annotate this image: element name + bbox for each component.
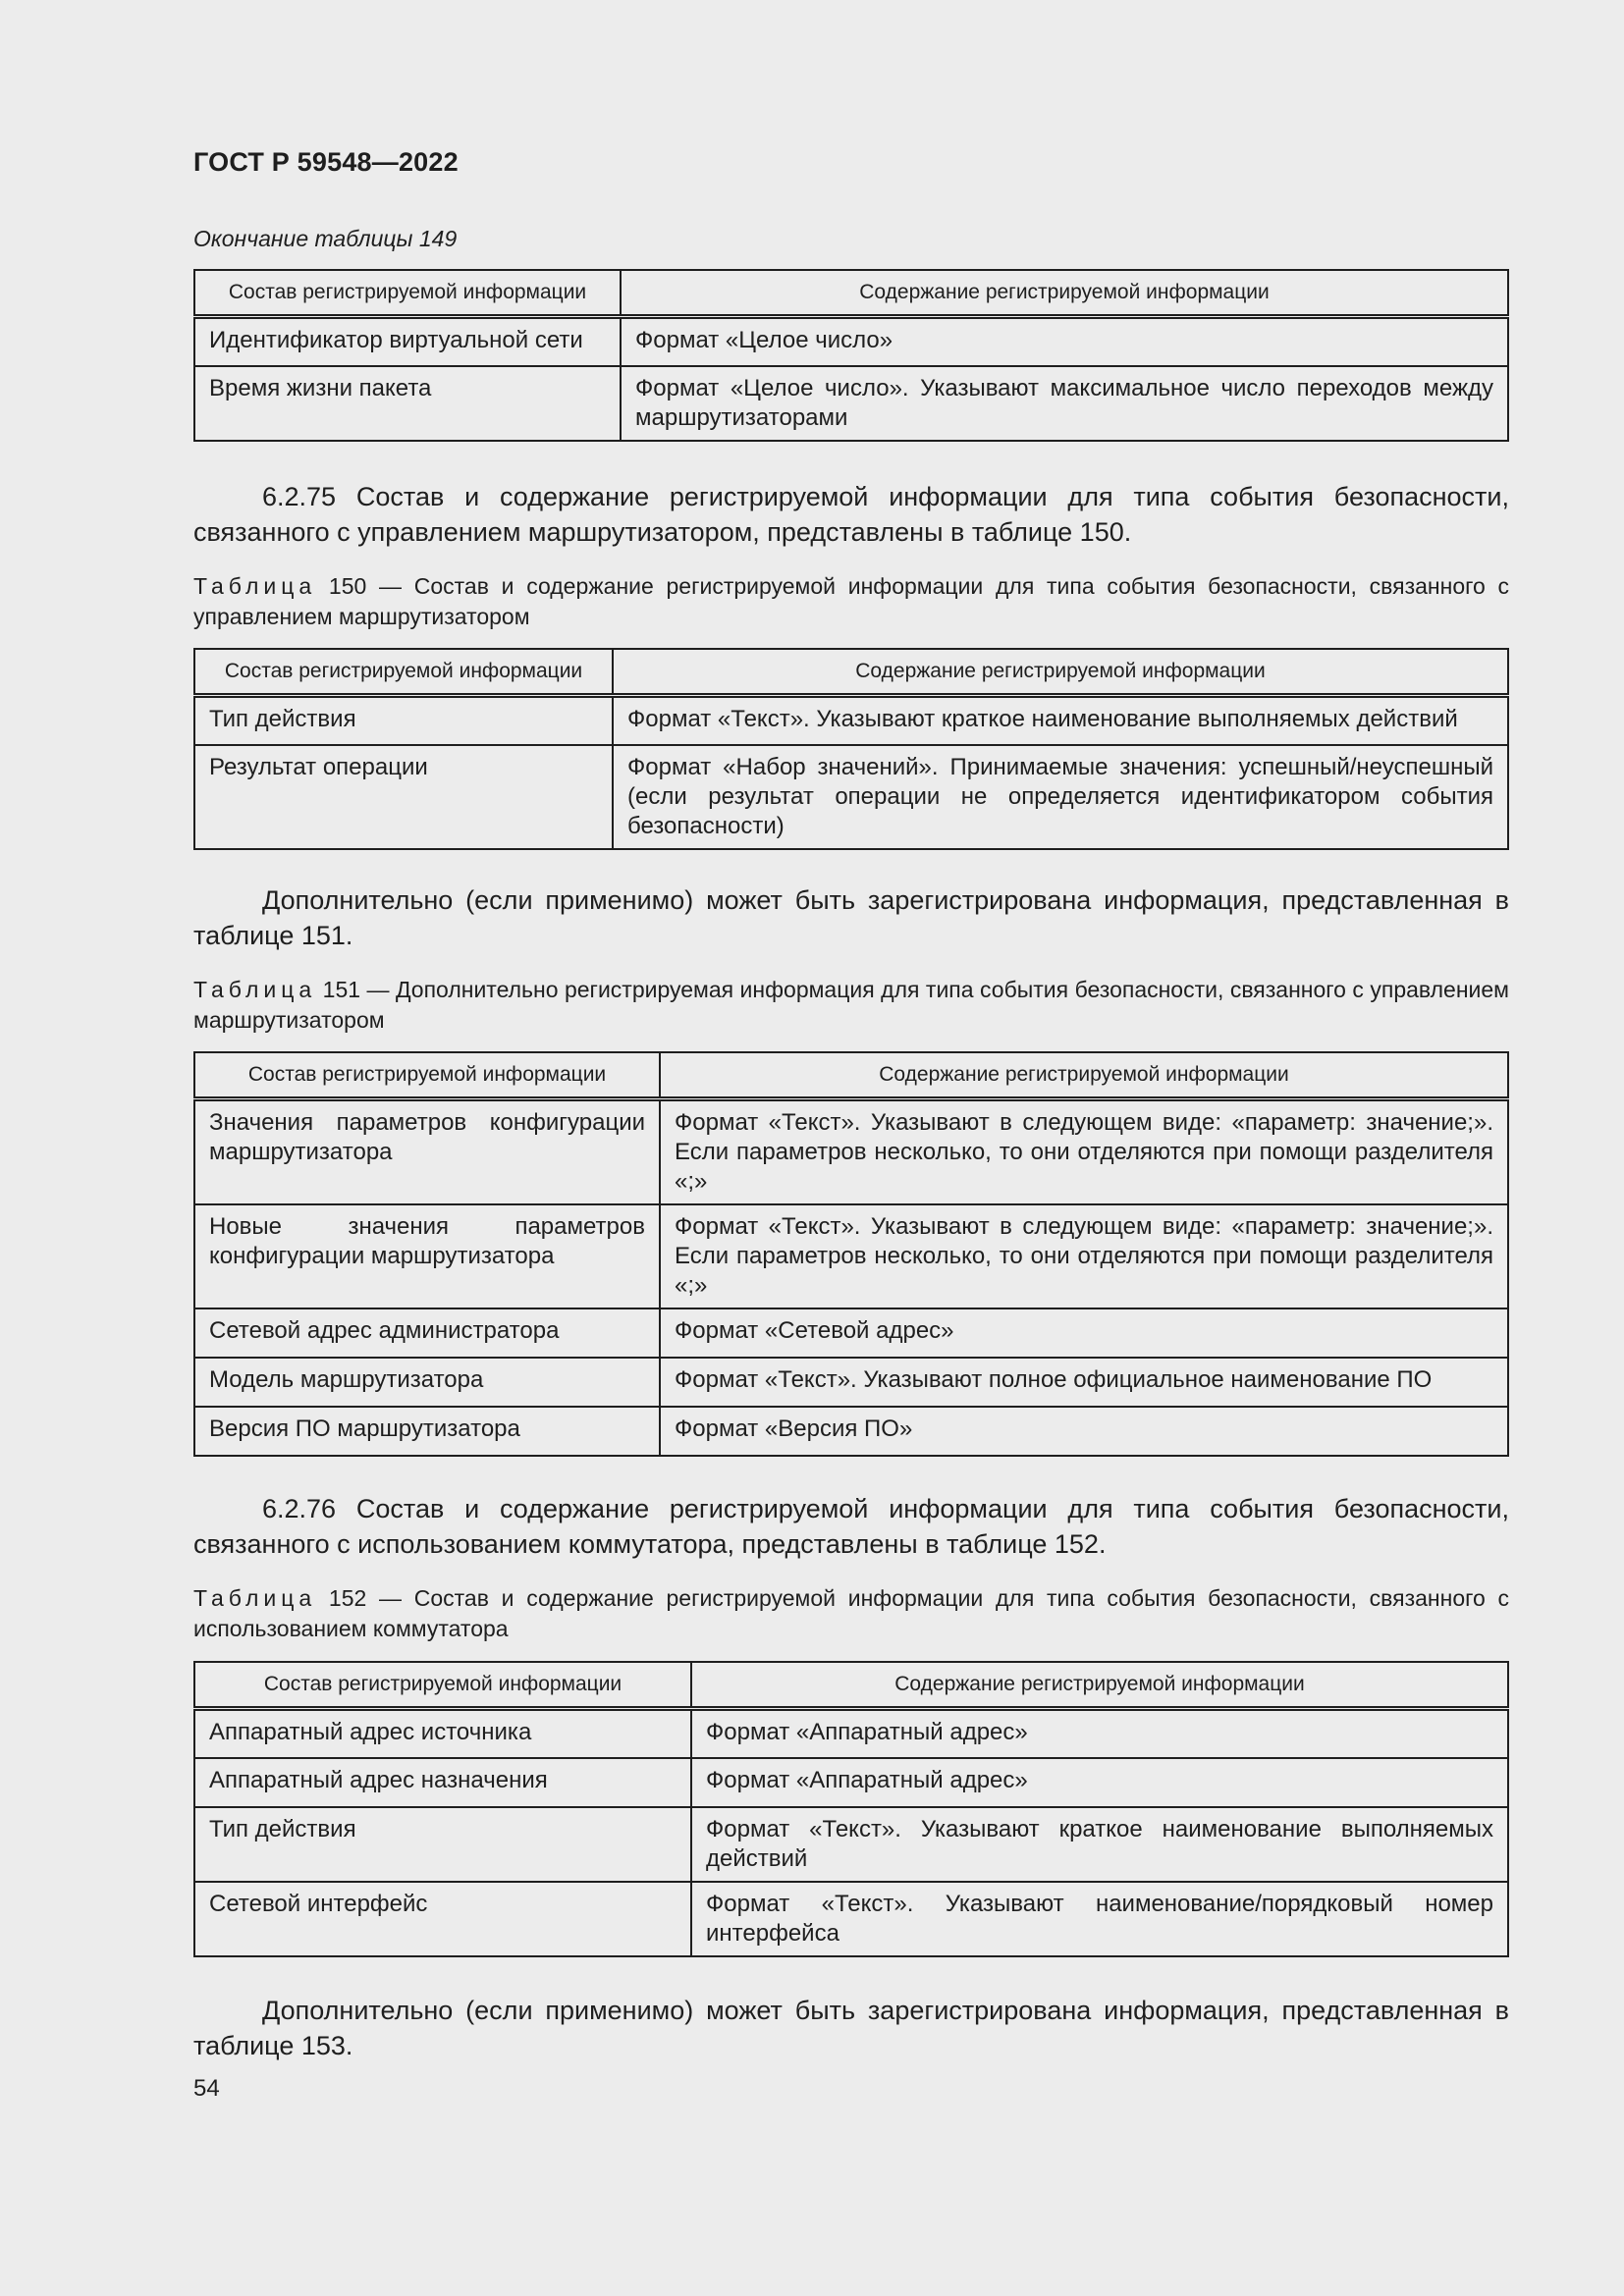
- table-cell: Формат «Аппаратный адрес»: [691, 1709, 1508, 1758]
- table-150-caption: Таблица 150 — Состав и содержание регистрируемой информации для типа события безопасности, связанного с управлением маршрутизатором: [193, 573, 1510, 629]
- table-cell: Формат «Целое число». Указывают максимальное число переходов между маршрутизаторами: [621, 366, 1508, 441]
- table-cell: Результат операции: [194, 745, 613, 849]
- table-cell: Время жизни пакета: [194, 366, 621, 441]
- table-label: Таблица: [193, 573, 317, 599]
- column-header: Содержание регистрируемой информации: [613, 649, 1508, 696]
- table-row: [194, 1358, 1508, 1407]
- table-row: [194, 1882, 1508, 1956]
- table-cell: Идентификатор виртуальной сети: [194, 317, 621, 366]
- table-header-row: [194, 649, 1508, 696]
- table-cell: Формат «Текст». Указывают полное официальное наименование ПО: [660, 1358, 1508, 1407]
- table-cell: Модель маршрутизатора: [194, 1358, 660, 1407]
- paragraph-6-2-76: 6.2.76 Состав и содержание регистрируемой информации для типа события безопасности, связанного с использованием коммутатора, представлены в таблице 152.: [193, 1494, 1509, 1559]
- table-cell: Значения параметров конфигурации маршрутизатора: [194, 1099, 660, 1205]
- document-header: ГОСТ Р 59548—2022: [193, 147, 459, 177]
- table-row: [194, 1709, 1508, 1758]
- table-152: [193, 1661, 1509, 1957]
- table-cell: Формат «Текст». Указывают наименование/порядковый номер интерфейса: [691, 1882, 1508, 1956]
- table-150: [193, 648, 1509, 850]
- column-header: Содержание регистрируемой информации: [660, 1052, 1508, 1099]
- table-cell: Аппаратный адрес источника: [194, 1709, 691, 1758]
- table-149-continuation-caption: Окончание таблицы 149: [193, 226, 458, 251]
- table-row: [194, 1758, 1508, 1807]
- table-header-row: [194, 1662, 1508, 1709]
- page-number: 54: [193, 2075, 220, 2102]
- column-header: Состав регистрируемой информации: [194, 1662, 691, 1709]
- table-row: [194, 1204, 1508, 1308]
- table-cell: Новые значения параметров конфигурации маршрутизатора: [194, 1204, 660, 1308]
- paragraph-6-2-75: 6.2.75 Состав и содержание регистрируемой информации для типа события безопасности, связанного с управлением маршрутизатором, представлены в таблице 150.: [193, 482, 1509, 547]
- table-cell: Формат «Версия ПО»: [660, 1407, 1508, 1456]
- paragraph-additional-151: Дополнительно (если применимо) может быть зарегистрирована информация, представленная в таблице 151.: [193, 885, 1509, 950]
- table-cell: Версия ПО маршрутизатора: [194, 1407, 660, 1456]
- table-row: [194, 696, 1508, 745]
- table-label: Таблица: [193, 977, 317, 1002]
- table-151-caption: Таблица 151 — Дополнительно регистрируемая информация для типа события безопасности, связанного с управлением маршрутизатором: [193, 977, 1509, 1033]
- table-cell: Формат «Набор значений». Принимаемые значения: успешный/неуспешный (если результат операции не определяется идентификатором события безопасности): [613, 745, 1508, 849]
- table-cell: Формат «Текст». Указывают краткое наименование выполняемых действий: [691, 1807, 1508, 1882]
- table-row: [194, 366, 1508, 441]
- table-cell: Формат «Сетевой адрес»: [660, 1308, 1508, 1358]
- table-cell: Тип действия: [194, 1807, 691, 1882]
- table-cell: Формат «Аппаратный адрес»: [691, 1758, 1508, 1807]
- column-header: Содержание регистрируемой информации: [691, 1662, 1508, 1709]
- table-row: [194, 1308, 1508, 1358]
- table-row: [194, 745, 1508, 849]
- paragraph-additional-153: Дополнительно (если применимо) может быть зарегистрирована информация, представленная в таблице 153.: [193, 1996, 1509, 2060]
- table-row: [194, 1807, 1508, 1882]
- table-152-caption: Таблица 152 — Состав и содержание регистрируемой информации для типа события безопасности, связанного с использованием коммутатора: [193, 1585, 1510, 1641]
- table-row: [194, 1407, 1508, 1456]
- table-cell: Формат «Текст». Указывают в следующем виде: «параметр: значение;». Если параметров несколько, то они отделяются при помощи разделителя «;»: [660, 1204, 1508, 1308]
- table-header-row: [194, 270, 1508, 317]
- table-row: [194, 1099, 1508, 1205]
- table-cell: Тип действия: [194, 696, 613, 745]
- table-cell: Сетевой адрес администратора: [194, 1308, 660, 1358]
- column-header: Состав регистрируемой информации: [194, 270, 621, 317]
- table-cell: Формат «Текст». Указывают в следующем виде: «параметр: значение;». Если параметров несколько, то они отделяются при помощи разделителя «;»: [660, 1099, 1508, 1205]
- table-cell: Аппаратный адрес назначения: [194, 1758, 691, 1807]
- table-cell: Формат «Целое число»: [621, 317, 1508, 366]
- column-header: Состав регистрируемой информации: [194, 649, 613, 696]
- column-header: Содержание регистрируемой информации: [621, 270, 1508, 317]
- column-header: Состав регистрируемой информации: [194, 1052, 660, 1099]
- table-row: [194, 317, 1508, 366]
- table-151: [193, 1051, 1509, 1457]
- table-label: Таблица: [193, 1585, 317, 1611]
- table-cell: Формат «Текст». Указывают краткое наименование выполняемых действий: [613, 696, 1508, 745]
- table-header-row: [194, 1052, 1508, 1099]
- table-149-end: [193, 269, 1509, 442]
- table-cell: Сетевой интерфейс: [194, 1882, 691, 1956]
